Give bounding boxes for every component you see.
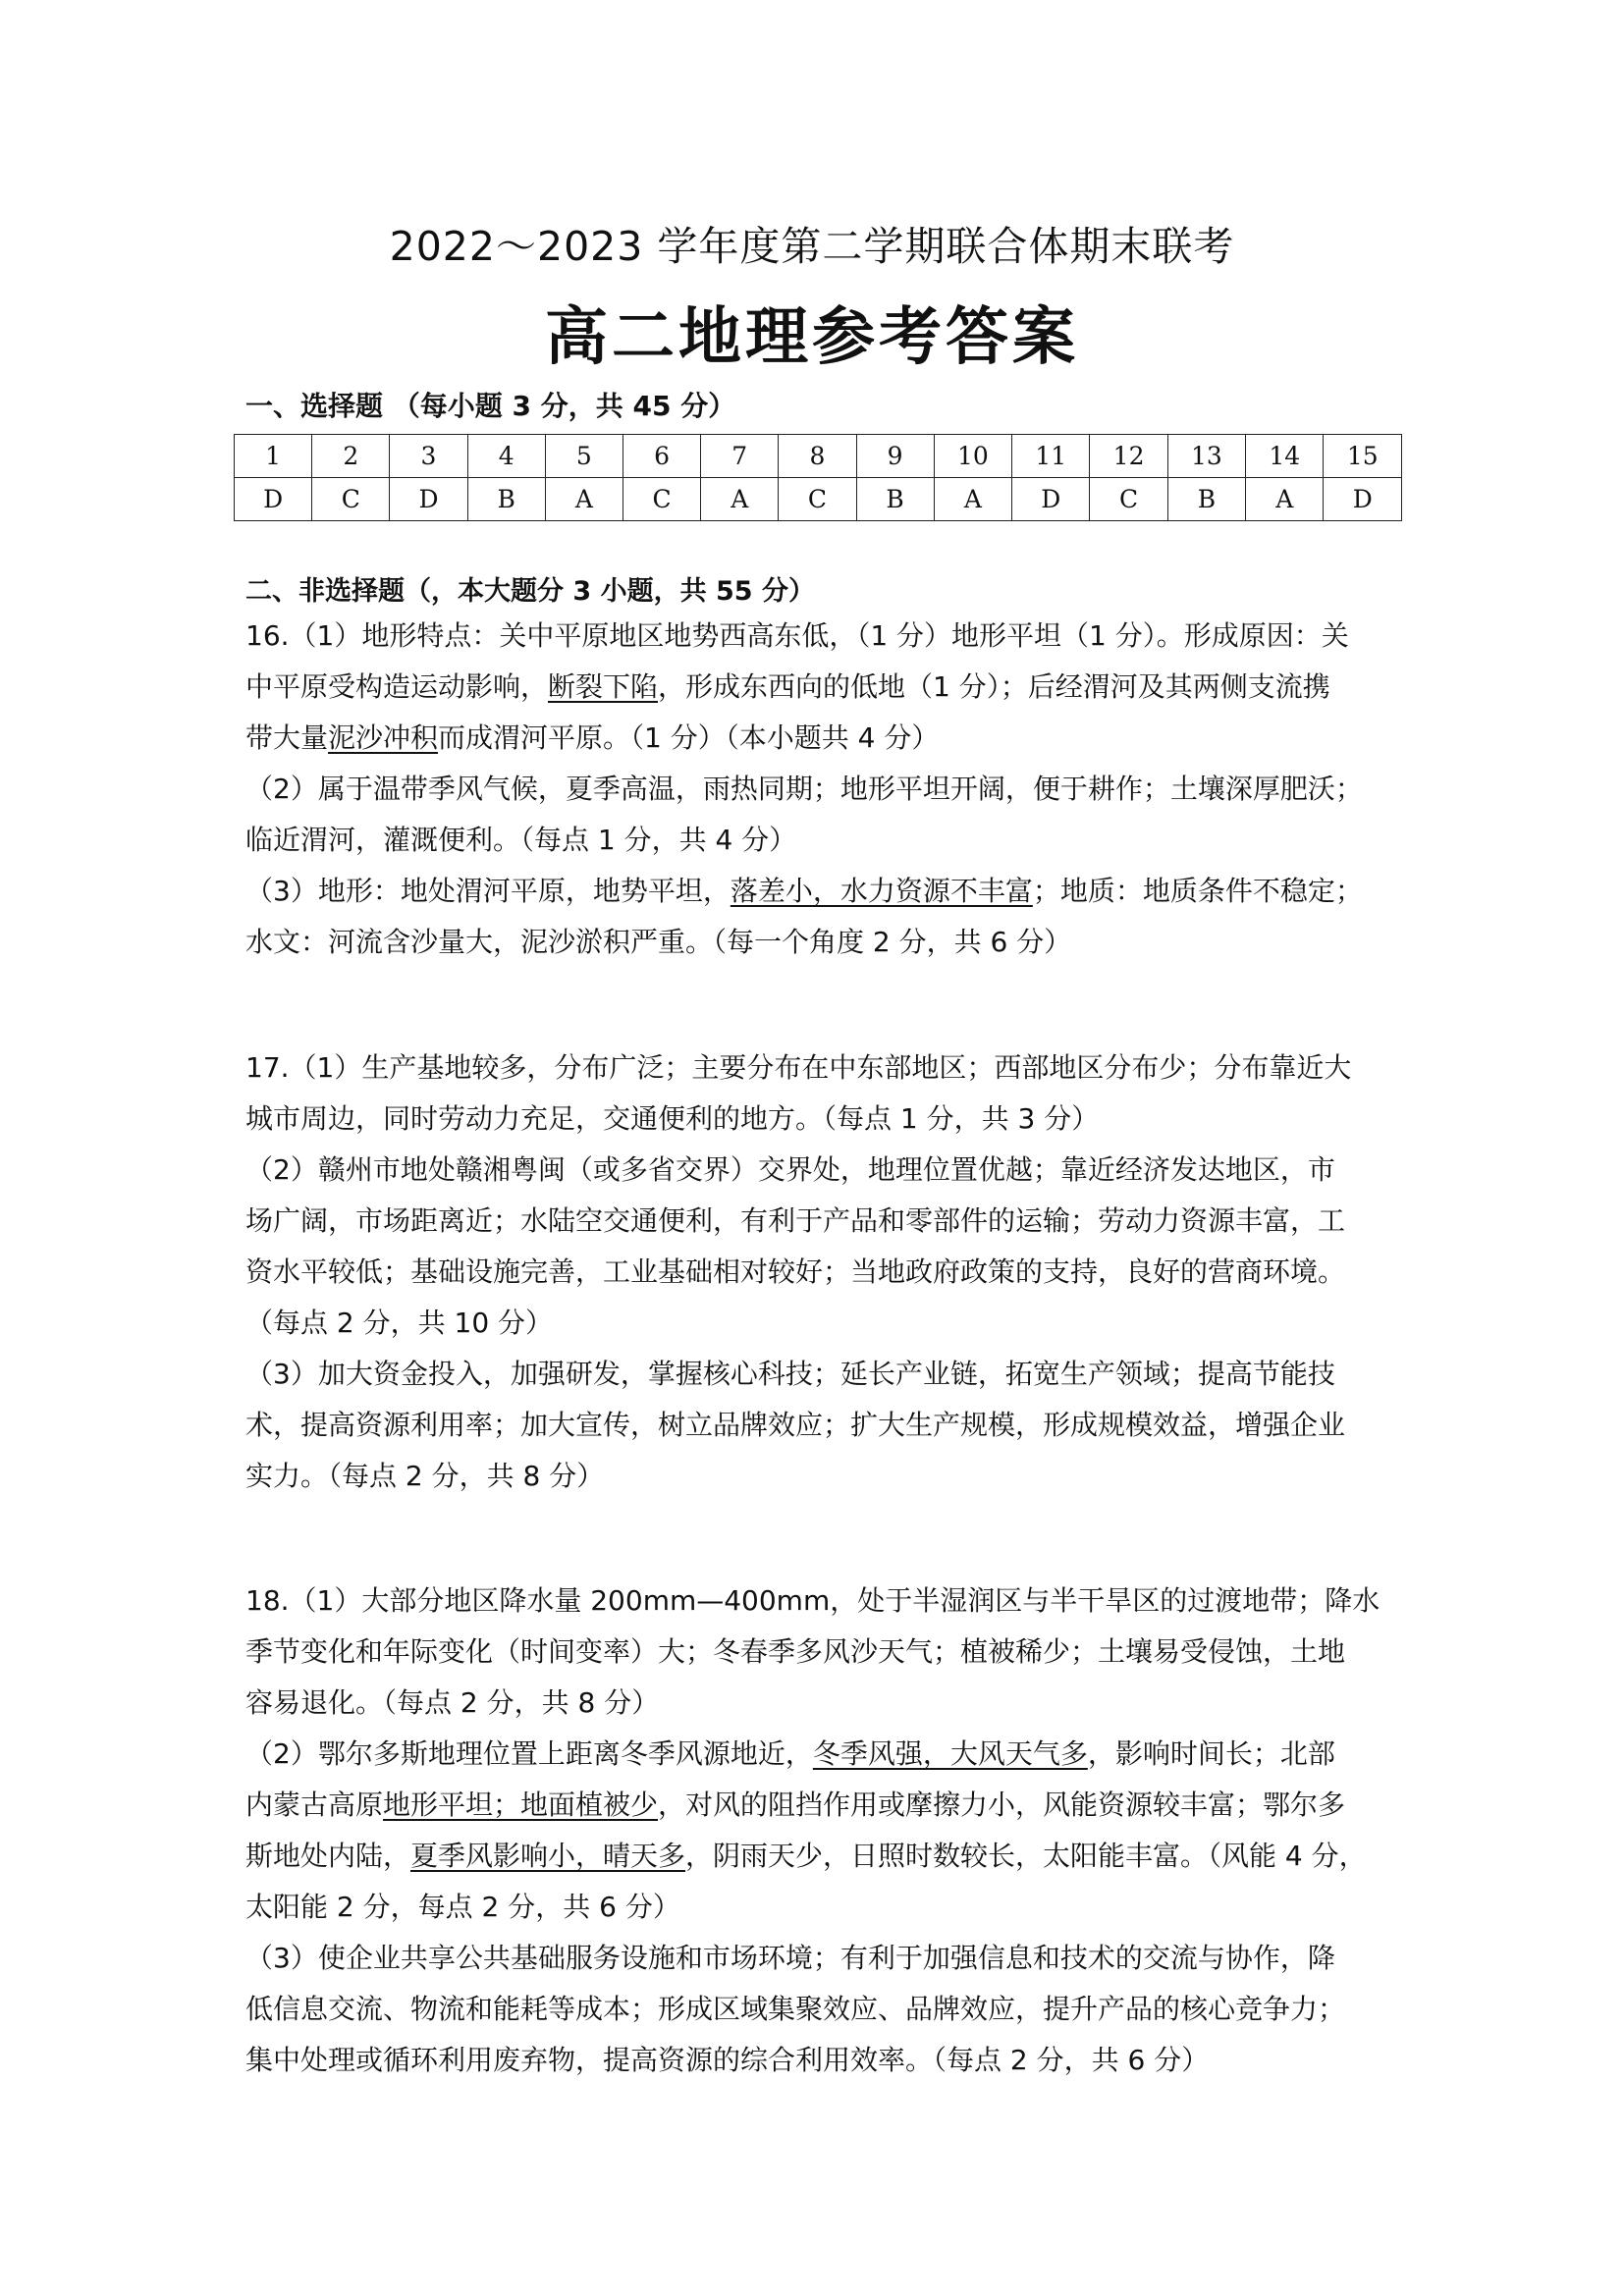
text-line <box>245 866 1392 917</box>
question-number: 13 <box>1167 435 1245 478</box>
text-run: ；地质：地质条件不稳定； <box>1032 875 1363 907</box>
question-number: 1 <box>235 435 312 478</box>
text-line: 18.（1）大部分地区降水量 200mm—400mm，处于半湿润区与半干旱区的过渡地带；降水 <box>245 1584 1380 1617</box>
answer-letter: C <box>623 478 700 521</box>
question-number: 5 <box>545 435 623 478</box>
answer-letter: B <box>856 478 934 521</box>
question-number: 6 <box>623 435 700 478</box>
text-line: （3）使企业共享公共基础服务设施和市场环境；有利于加强信息和技术的交流与协作，降 <box>245 1942 1335 1974</box>
text-run: ，影响时间长；北部 <box>1087 1737 1335 1770</box>
answer-letter: A <box>1246 478 1324 521</box>
question-number: 2 <box>312 435 390 478</box>
answer-letter: C <box>779 478 856 521</box>
text-line: 实力。（每点 2 分，共 8 分） <box>245 1460 605 1492</box>
text-line: 资水平较低；基础设施完善，工业基础相对较好；当地政府政策的支持，良好的营商环境。 <box>245 1255 1346 1288</box>
underlined-key-point: 地形平坦；地面植被少 <box>383 1789 659 1821</box>
text-run: 带大量 <box>245 721 329 754</box>
text-line: 16.（1）地形特点：关中平原地区地势西高东低，（1 分）地形平坦（1 分）。形成原因：关 <box>245 619 1349 652</box>
question-number: 4 <box>467 435 545 478</box>
text-line: 低信息交流、物流和能耗等成本；形成区域集聚效应、品牌效应，提升产品的核心竞争力； <box>245 1993 1346 2025</box>
question-number: 14 <box>1246 435 1324 478</box>
text-line: 术，提高资源利用率；加大宣传，树立品牌效应；扩大生产规模，形成规模效益，增强企业 <box>245 1409 1346 1441</box>
text-run: ，阴雨天少，日照时数较长，太阳能丰富。（风能 4 分， <box>685 1840 1367 1872</box>
text-line: （2）赣州市地处赣湘粤闽（或多省交界）交界处，地理位置优越；靠近经济发达地区，市 <box>245 1153 1335 1186</box>
text-line <box>245 1729 1392 1780</box>
answer-letter: B <box>1167 478 1245 521</box>
question-number: 8 <box>779 435 856 478</box>
question-number: 10 <box>934 435 1011 478</box>
underlined-key-point: 落差小，水力资源不丰富 <box>730 875 1033 907</box>
question-16-answer <box>245 611 1392 968</box>
question-number-row <box>235 435 1402 478</box>
question-number: 12 <box>1090 435 1167 478</box>
question-number: 9 <box>856 435 934 478</box>
answer-letter: A <box>701 478 779 521</box>
answer-letter: B <box>467 478 545 521</box>
text-line <box>245 1831 1392 1882</box>
answer-letter: D <box>1012 478 1090 521</box>
text-run: ，形成东西向的低地（1 分）；后经渭河及其两侧支流携 <box>658 670 1330 703</box>
question-number: 15 <box>1324 435 1402 478</box>
question-number: 3 <box>390 435 467 478</box>
answer-letter-row <box>235 478 1402 521</box>
text-run: （3）地形：地处渭河平原，地势平坦， <box>245 875 731 907</box>
section-nonchoice-heading: 二、非选择题（，本大题分 3 小题，共 55 分） <box>245 576 815 607</box>
text-line: 容易退化。（每点 2 分，共 8 分） <box>245 1686 660 1719</box>
answer-letter: C <box>312 478 390 521</box>
text-run: 中平原受构造运动影响， <box>245 670 549 703</box>
question-17-answer <box>245 1042 1392 1502</box>
text-run: （2）鄂尔多斯地理位置上距离冬季风源地近， <box>245 1737 813 1770</box>
underlined-key-point: 冬季风强，大风天气多 <box>812 1737 1088 1770</box>
text-line: 17.（1）生产基地较多，分布广泛；主要分布在中东部地区；西部地区分布少；分布靠近大 <box>245 1051 1352 1084</box>
answer-letter: D <box>1324 478 1402 521</box>
question-number: 11 <box>1012 435 1090 478</box>
text-line <box>245 1780 1392 1831</box>
text-run: ，对风的阻挡作用或摩擦力小，风能资源较丰富；鄂尔多 <box>658 1789 1346 1821</box>
text-line <box>245 713 1392 764</box>
text-line <box>245 662 1392 713</box>
question-18-answer <box>245 1575 1392 2086</box>
text-run: 而成渭河平原。（1 分）（本小题共 4 分） <box>438 721 940 754</box>
choice-answer-table <box>234 434 1402 521</box>
text-line: 季节变化和年际变化（时间变率）大；冬春季多风沙天气；植被稀少；土壤易受侵蚀，土地 <box>245 1635 1346 1668</box>
text-run: 斯地处内陆， <box>245 1840 411 1872</box>
text-line: 集中处理或循环利用废弃物，提高资源的综合利用效率。（每点 2 分，共 6 分） <box>245 2044 1210 2076</box>
text-line: 场广阔，市场距离近；水陆空交通便利，有利于产品和零部件的运输；劳动力资源丰富，工 <box>245 1204 1346 1237</box>
answer-letter: D <box>235 478 312 521</box>
text-line: 临近渭河，灌溉便利。（每点 1 分，共 4 分） <box>245 824 797 856</box>
answer-letter: D <box>390 478 467 521</box>
text-line: （3）加大资金投入，加强研发，掌握核心科技；延长产业链，拓宽生产领域；提高节能技 <box>245 1358 1335 1390</box>
text-run: 内蒙古高原 <box>245 1789 384 1821</box>
answer-letter: A <box>545 478 623 521</box>
text-line: 水文：河流含沙量大，泥沙淤积严重。（每一个角度 2 分，共 6 分） <box>245 926 1072 958</box>
text-line: （每点 2 分，共 10 分） <box>245 1307 554 1339</box>
underlined-key-point: 泥沙冲积 <box>328 721 439 754</box>
text-line: （2）属于温带季风气候，夏季高温，雨热同期；地形平坦开阔，便于耕作；土壤深厚肥沃； <box>245 773 1363 805</box>
text-line: 太阳能 2 分，每点 2 分，共 6 分） <box>245 1891 680 1923</box>
question-number: 7 <box>701 435 779 478</box>
exam-title: 2022～2023 学年度第二学期联合体期末联考 <box>389 223 1235 270</box>
section-choice-heading: 一、选择题 （每小题 3 分，共 45 分） <box>245 390 736 422</box>
answer-letter: C <box>1090 478 1167 521</box>
underlined-key-point: 断裂下陷 <box>548 670 659 703</box>
document-subtitle: 高二地理参考答案 <box>545 301 1079 374</box>
answer-letter: A <box>934 478 1011 521</box>
text-line: 城市周边，同时劳动力充足，交通便利的地方。（每点 1 分，共 3 分） <box>245 1102 1100 1135</box>
underlined-key-point: 夏季风影响小，晴天多 <box>410 1840 686 1872</box>
